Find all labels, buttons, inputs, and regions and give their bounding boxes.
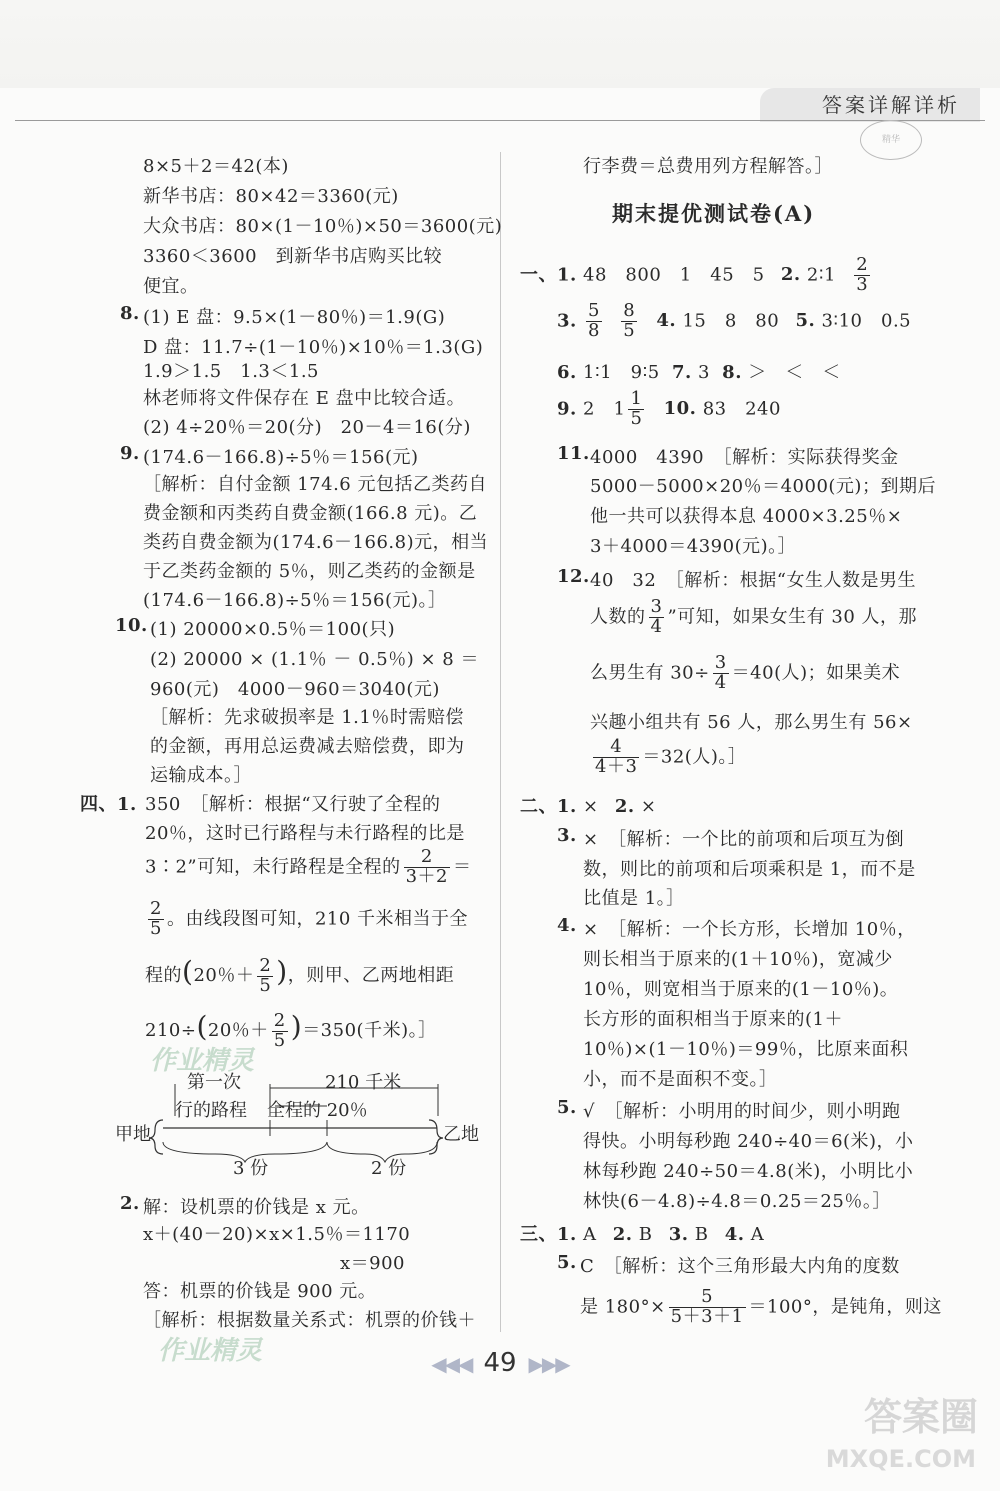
fraction (713, 654, 729, 693)
numerator: 2 (856, 254, 869, 275)
text-run: 么男生有 30÷ (590, 662, 710, 684)
analysis-line: 费金额和丙类药自费金额(166.8 元)。乙 (143, 503, 478, 524)
fraction (257, 954, 273, 996)
analysis-line (590, 598, 917, 637)
paren-close: ) (290, 1010, 303, 1043)
analysis-line: 350 ［解析：根据“又行驶了全程的 (145, 794, 441, 815)
analysis-line: 10％，则宽相当于原来的(1－10％)。 (583, 979, 899, 1000)
label-first-trip: 第一次 (187, 1072, 241, 1093)
question-number: 5. (795, 310, 816, 332)
analysis-line: C ［解析：这个三角形最大内角的度数 (580, 1256, 900, 1277)
left-line: 便宜。 (143, 276, 199, 297)
analysis-line: 于乙类药金额的 5％，则乙类药的金额是 (143, 561, 476, 582)
header-tab: 答案详解详析 (760, 88, 980, 122)
left-line: 8×5＋2＝42(本) (143, 156, 289, 177)
analysis-line: × ［解析：一个长方形，长增加 10％， (583, 919, 916, 940)
page-footer (0, 1348, 1000, 1378)
question-number: 2. (120, 1193, 140, 1214)
fraction (586, 302, 602, 341)
paren-open: ( (182, 955, 194, 988)
question-number: 6. (557, 362, 577, 383)
text-run: ＝ (453, 856, 472, 878)
answer-line: (174.6－166.8)÷5％＝156(元) (143, 447, 419, 468)
text-run: 210÷ (145, 1020, 197, 1041)
text-run: 48 800 1 45 5 (583, 264, 765, 286)
denominator: 4＋3 (595, 755, 638, 777)
analysis-line: ［解析：自付金额 174.6 元包括乙类药自 (143, 474, 487, 495)
text-run: 是 180°× (580, 1296, 666, 1318)
fraction (148, 900, 164, 939)
fraction (854, 256, 870, 295)
answer-line: 解：设机票的价钱是 x 元。 (143, 1197, 370, 1218)
text-run: 人数的 (590, 606, 646, 628)
analysis-line: 20％，这时已行路程与未行路程的比是 (145, 823, 465, 844)
numerator: 5 (669, 1288, 746, 1308)
question-number: 2. (780, 264, 801, 286)
answer-line: 1.9＞1.5 1.3＜1.5 (143, 361, 320, 382)
question-number: 4. (557, 915, 577, 936)
analysis-line (145, 955, 454, 995)
fraction (649, 598, 665, 637)
analysis-line: 比值是 1。］ (583, 888, 685, 909)
analysis-line: 得快。小明每秒跑 240÷40＝6(米)，小 (583, 1131, 914, 1152)
text-run: B (694, 1224, 709, 1245)
section-number: 四、1. (80, 794, 137, 815)
label-210km: 210 千米 (325, 1072, 402, 1093)
fraction (628, 390, 644, 429)
denominator: 5＋3＋1 (670, 1305, 744, 1327)
text-run: 程的 (145, 965, 182, 986)
text-run: 2∶1 (806, 264, 836, 286)
analysis-line: 类药自费金额为(174.6－166.8)元，相当 (143, 532, 489, 553)
question-number: 10. (115, 615, 148, 636)
page-number: 49 (483, 1348, 517, 1378)
text-run: A (583, 1224, 597, 1245)
numerator: 5 (588, 300, 600, 321)
analysis-line: 林每秒跑 240÷50＝4.8(米)，小明比小 (583, 1161, 914, 1182)
analysis-line: 兴趣小组共有 56 人，那么男生有 56× (590, 712, 913, 733)
numerator: 3 (650, 596, 663, 617)
denominator: 4 (650, 615, 663, 637)
question-number: 8. (722, 362, 742, 383)
text-run: 3 (697, 362, 710, 383)
analysis-line: 则长相当于原来的(1＋10％)，宽减少 (583, 949, 893, 970)
text-run: A (750, 1224, 765, 1245)
analysis-line: 10％)×(1－10％)＝99％，比原来面积 (583, 1039, 909, 1060)
denominator: 3 (856, 273, 869, 295)
text-run: 20％＋ (193, 965, 255, 986)
question-number: 3. (557, 825, 577, 846)
denominator: 5 (273, 1029, 286, 1051)
answer-line (557, 302, 911, 341)
header-rule (15, 120, 985, 121)
analysis-line: 数，则比的前项和后项乘积是 1，而不是 (583, 859, 916, 880)
left-line: 新华书店：80×42＝3360(元) (143, 186, 399, 207)
fraction (272, 1009, 288, 1051)
analysis-line (145, 848, 472, 887)
analysis-line (580, 1288, 942, 1327)
question-number: 8. (120, 303, 140, 324)
answer-line: (2) 4÷20％＝20(分) 20－4＝16(分) (143, 417, 471, 438)
fraction (669, 1288, 746, 1327)
section-number: 二、1. (520, 796, 577, 817)
question-number: 3. (668, 1224, 689, 1245)
text-run: 15 8 80 (682, 310, 780, 332)
prev-arrows-icon: ◀◀◀ (431, 1352, 472, 1376)
answer-line: (1) E 盘：9.5×(1－80％)＝1.9(G) (143, 307, 446, 328)
analysis-line: ［解析：先求破损率是 1.1％时需赔偿 (150, 707, 464, 728)
numerator: 2 (150, 898, 162, 919)
answer-line: x＝900 (340, 1253, 406, 1274)
text-run: 20％＋ (207, 1020, 269, 1041)
question-number: 12. (557, 566, 590, 587)
analysis-line: 40 32 ［解析：根据“女生人数是男生 (590, 570, 917, 591)
text-run: ”可知，如果女生有 30 人，那 (667, 606, 918, 628)
numerator: 1 (630, 388, 643, 409)
text-run: ＝100°，是钝角，则这 (748, 1296, 942, 1318)
label-20pct: 全程的 20％ (267, 1100, 368, 1121)
analysis-line: 长方形的面积相当于原来的(1＋ (583, 1009, 843, 1030)
line-segment-diagram (115, 1068, 485, 1178)
text-run: B (638, 1224, 653, 1245)
label-3parts: 3 份 (233, 1158, 269, 1179)
watermark: 作业精灵 (158, 1336, 263, 1366)
fraction (621, 302, 637, 341)
column-divider (500, 152, 501, 1332)
text-run: ＝40(人)；如果美术 (731, 662, 901, 684)
analysis-line: √ ［解析：小明用的时间少，则小明跑 (583, 1101, 901, 1122)
analysis-line: 4000 4390 ［解析：实际获得奖金 (590, 447, 899, 468)
numerator: 4 (593, 738, 639, 758)
analysis-line: 3＋4000＝4390(元)。］ (590, 536, 797, 557)
question-number: 4. (656, 310, 677, 332)
answer-line (520, 256, 873, 295)
analysis-line (590, 654, 900, 693)
analysis-line: 他一共可以获得本息 4000×3.25％× (590, 506, 903, 527)
fraction (593, 738, 639, 777)
fraction (404, 848, 450, 887)
answer-line: 答：机票的价钱是 900 元。 (143, 1281, 377, 1302)
question-number: 5. (557, 1252, 577, 1273)
left-brace (149, 1120, 163, 1154)
numerator: 3 (714, 652, 727, 673)
answer-line: (1) 20000×0.5％＝100(只) (150, 619, 396, 640)
question-number: 9. (557, 398, 577, 420)
denominator: 3＋2 (405, 865, 449, 887)
analysis-line: ［解析：根据数量关系式：机票的价钱＋ (143, 1310, 476, 1331)
question-number: 2. (614, 796, 635, 817)
denominator: 5 (259, 974, 272, 996)
text-run: ＝32(人)。］ (642, 746, 747, 768)
left-line: 3360＜3600 到新华书店购买比较 (143, 246, 443, 267)
paren-open: ( (196, 1010, 208, 1043)
text-run: 。由线段图可知，210 千米相当于全 (166, 908, 469, 930)
text-run: ，则甲、乙两地相距 (287, 965, 455, 986)
answer-line (557, 358, 841, 384)
analysis-line: 的金额，再用总运费减去赔偿费，即为 (150, 736, 465, 757)
answer-line: 960(元) 4000－960＝3040(元) (150, 679, 440, 700)
denominator: 4 (714, 671, 727, 693)
analysis-line: 5000－5000×20％＝4000(元)；到期后 (590, 476, 936, 497)
denominator: 5 (150, 917, 162, 939)
right-line: 行李费＝总费用列方程解答。］ (583, 156, 833, 177)
section-title: 期末提优测试卷(A) (612, 201, 816, 226)
analysis-line (590, 738, 746, 777)
answer-line (520, 792, 656, 818)
watermark-url: MXQE.COM (825, 1445, 976, 1473)
question-number: 5. (557, 1097, 577, 1118)
question-number: 3. (557, 310, 577, 332)
left-line: 大众书店：80×(1－10％)×50＝3600(元) (143, 216, 503, 237)
numerator: 2 (404, 848, 450, 868)
watermark: 作业精灵 (150, 1046, 255, 1076)
section-number: 三、1. (520, 1224, 577, 1245)
question-number: 2. (612, 1224, 633, 1245)
analysis-line (145, 900, 468, 939)
header-band (0, 0, 1000, 88)
label-yi: 乙地 (443, 1124, 479, 1145)
analysis-line: (174.6－166.8)÷5％＝156(元)。］ (143, 590, 447, 611)
answer-line: 林老师将文件保存在 E 盘中比较合适。 (143, 388, 466, 409)
analysis-line: 小，而不是面积不变。］ (583, 1069, 778, 1090)
question-number: 7. (671, 362, 692, 383)
numerator: 2 (259, 954, 272, 976)
watermark-logo: 答案圈 (863, 1395, 978, 1439)
answer-line: (2) 20000 × (1.1％ － 0.5％) × 8 ＝ (150, 649, 479, 670)
denominator: 5 (630, 407, 643, 429)
analysis-line: × ［解析：一个比的前项和后项互为倒 (583, 829, 905, 850)
text-run: 1∶1 9∶5 (583, 362, 660, 383)
text-run: 3∶2”可知，未行路程是全程的 (145, 856, 401, 878)
stamp-mark: 精华 (860, 120, 922, 160)
question-number: 4. (724, 1224, 745, 1245)
numerator: 2 (273, 1009, 286, 1031)
denominator: 8 (588, 319, 600, 341)
question-number: 11. (557, 443, 590, 464)
text-run: 2 1 (583, 398, 626, 420)
question-number: 10. (663, 398, 697, 420)
answer-line (557, 390, 781, 429)
segment-drawing (115, 1068, 485, 1178)
next-arrows-icon: ▶▶▶ (528, 1352, 569, 1376)
right-brace (429, 1120, 443, 1154)
text-run: 83 240 (702, 398, 781, 420)
analysis-line: 运输成本。］ (150, 765, 252, 786)
section-number: 一、1. (520, 264, 577, 286)
analysis-line: 林快(6－4.8)÷4.8＝0.25＝25％。］ (583, 1191, 891, 1212)
text-run: ＝350(千米)。］ (302, 1020, 437, 1041)
denominator: 5 (623, 319, 636, 341)
label-first-trip-2: 行的路程 (175, 1100, 247, 1121)
text-run: 3∶10 0.5 (821, 310, 912, 332)
label-2parts: 2 份 (371, 1158, 407, 1179)
text-run: ＞ ＜ ＜ (748, 362, 841, 383)
answer-line: x＋(40－20)×x×1.5％＝1170 (143, 1224, 411, 1245)
answer-line (520, 1220, 764, 1246)
numerator: 8 (623, 300, 636, 321)
text-run: × (640, 796, 657, 817)
paren-close: ) (276, 955, 288, 988)
label-jia: 甲地 (115, 1124, 151, 1145)
text-run: × (583, 796, 599, 817)
answer-line: D 盘：11.7÷(1－10％)×10％＝1.3(G) (143, 337, 484, 358)
question-number: 9. (120, 443, 140, 464)
